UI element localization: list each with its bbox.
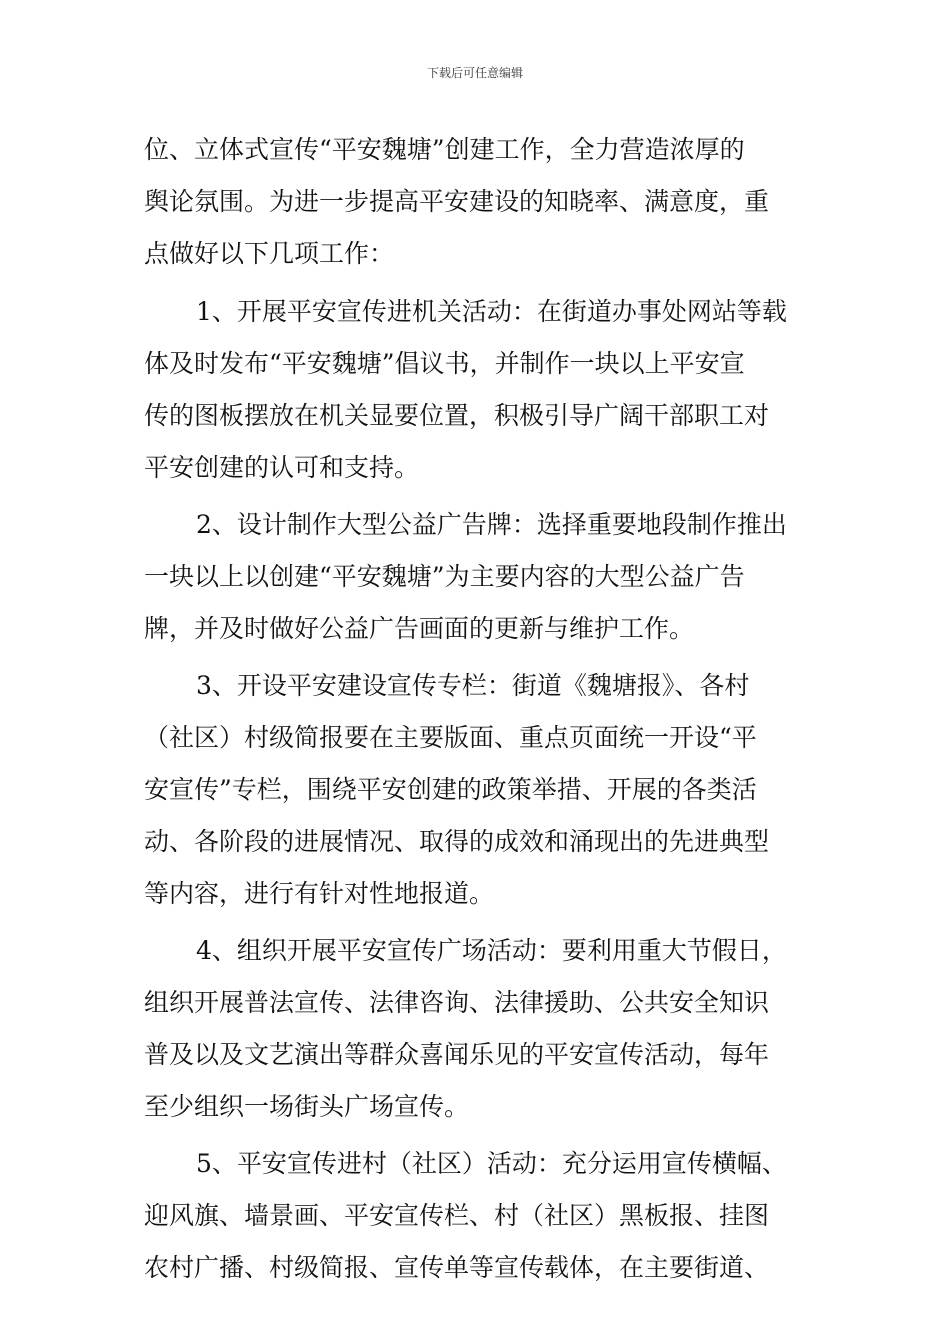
text-line: 一块以上以创建“平安魏塘”为主要内容的大型公益广告 [144,562,745,591]
text-line: 组织开展普法宣传、法律咨询、法律援助、公共安全知识 [144,988,770,1017]
paragraph-first-line: 5、平安宣传进村（社区）活动：充分运用宣传横幅、 [196,1149,787,1178]
text-line: 体及时发布“平安魏塘”倡议书，并制作一块以上平安宣 [144,349,745,378]
text-line: 安宣传”专栏，围绕平安创建的政策举措、开展的各类活 [144,775,757,804]
paragraph-first-line: 4、组织开展平安宣传广场活动：要利用重大节假日， [196,936,787,965]
paragraph-first-line: 1、开展平安宣传进机关活动：在街道办事处网站等载 [196,297,787,326]
page-header: 下载后可任意编辑 [426,66,523,80]
paragraph-first-line: 3、开设平安建设宣传专栏：街道《魏塘报》、各村 [196,671,750,700]
text-line: 至少组织一场街头广场宣传。 [144,1092,470,1121]
text-line: 等内容，进行有针对性地报道。 [144,879,495,908]
text-line: 普及以及文艺演出等群众喜闻乐见的平安宣传活动，每年 [144,1040,770,1069]
paragraph-first-line: 2、设计制作大型公益广告牌：选择重要地段制作推出 [196,510,787,539]
text-line: （社区）村级简报要在主要版面、重点页面统一开设“平 [144,723,757,752]
text-line: 农村广播、村级简报、宣传单等宣传载体，在主要街道、 [144,1253,770,1282]
text-line: 牌，并及时做好公益广告画面的更新与维护工作。 [144,614,695,643]
text-line: 传的图板摆放在机关显要位置，积极引导广阔干部职工对 [144,401,770,430]
text-line: 迎风旗、墙景画、平安宣传栏、村（社区）黑板报、挂图 [144,1201,770,1230]
text-line: 舆论氛围。为进一步提高平安建设的知晓率、满意度，重 [144,187,770,216]
text-line: 动、各阶段的进展情况、取得的成效和涌现出的先进典型 [144,827,770,856]
text-line: 位、立体式宣传“平安魏塘”创建工作，全力营造浓厚的 [144,135,745,164]
text-line: 平安创建的认可和支持。 [144,453,420,482]
text-line: 点做好以下几项工作： [144,239,395,268]
